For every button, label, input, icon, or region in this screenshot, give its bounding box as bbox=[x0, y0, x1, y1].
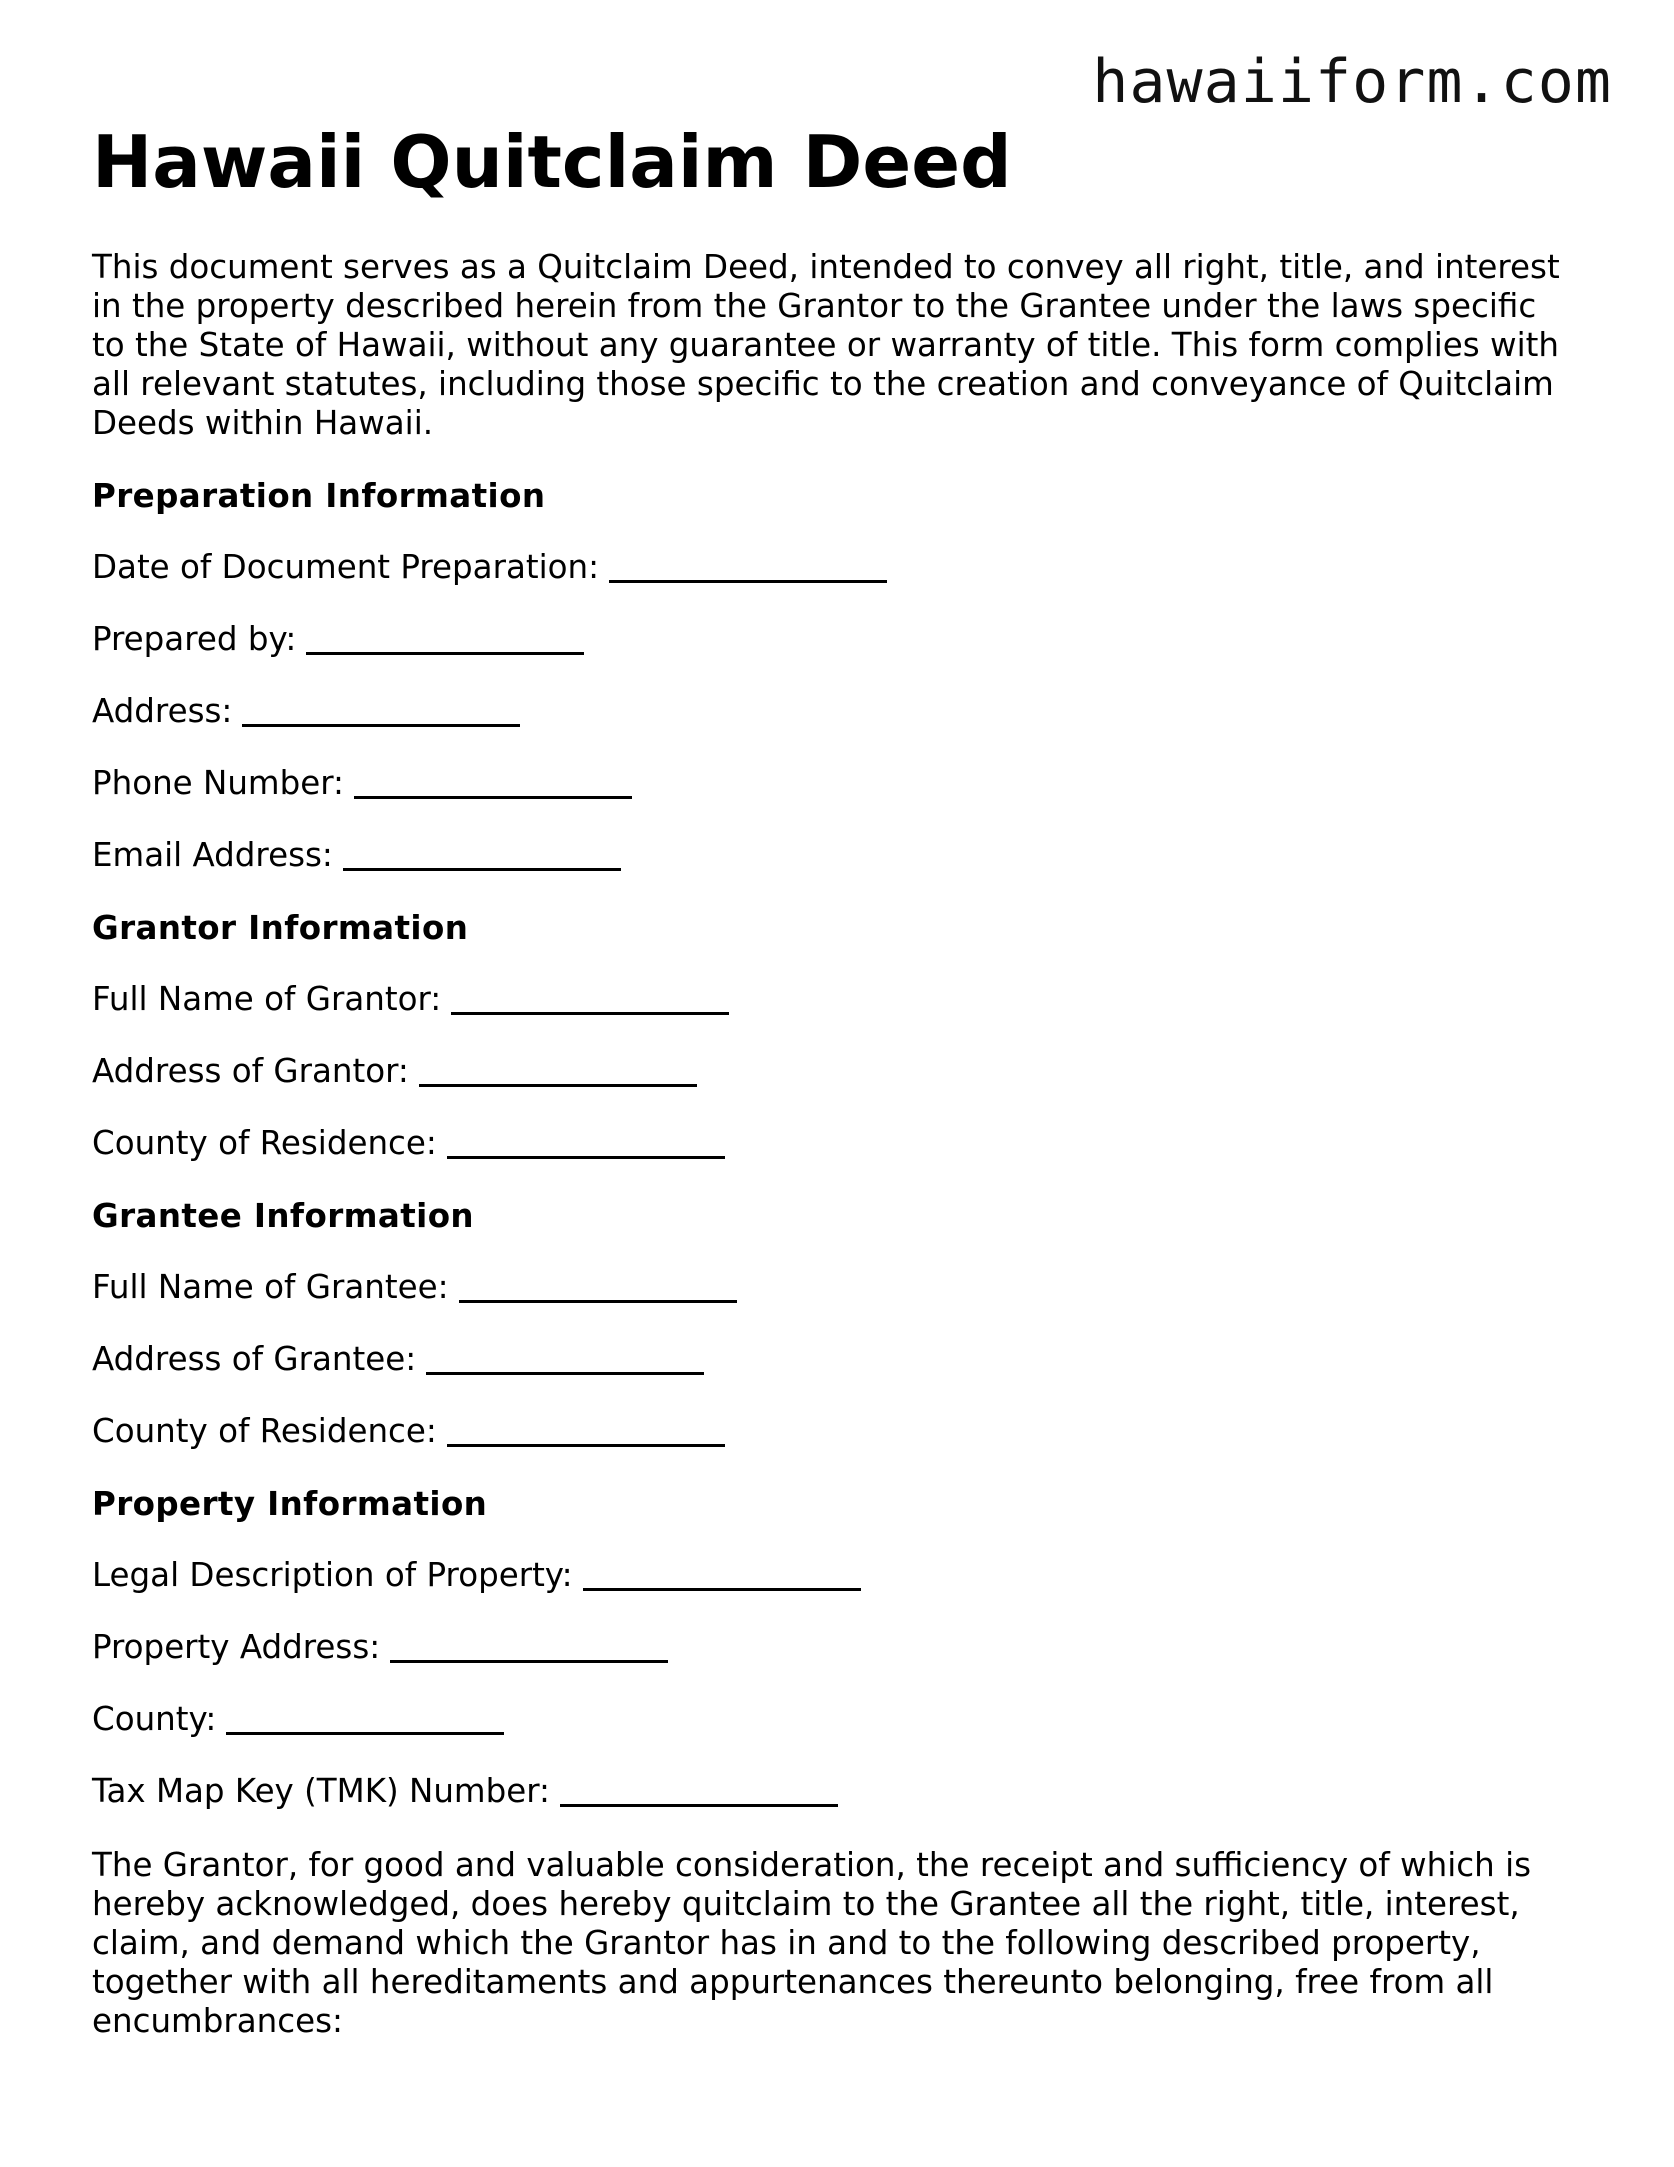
field-label: Address of Grantee: bbox=[92, 1340, 417, 1378]
grantor-address-blank[interactable] bbox=[419, 1084, 697, 1087]
field-label: Address of Grantor: bbox=[92, 1052, 409, 1090]
prepared-by-blank[interactable] bbox=[306, 652, 584, 655]
property-address-blank[interactable] bbox=[390, 1660, 668, 1663]
field-prepared-by bbox=[92, 620, 1592, 659]
section-title-property: Property Information bbox=[92, 1485, 488, 1523]
grantor-county-blank[interactable] bbox=[447, 1156, 725, 1159]
field-label: County of Residence: bbox=[92, 1124, 437, 1162]
field-tmk-number bbox=[92, 1772, 1592, 1811]
grantee-full-name-blank[interactable] bbox=[459, 1300, 737, 1303]
field-label: Property Address: bbox=[92, 1628, 381, 1666]
section-title-grantee: Grantee Information bbox=[92, 1197, 474, 1235]
site-watermark: hawaiiform.com bbox=[1092, 47, 1612, 117]
section-title-preparation: Preparation Information bbox=[92, 477, 546, 515]
preparer-address-blank[interactable] bbox=[242, 724, 520, 727]
field-grantor-full-name bbox=[92, 980, 1592, 1019]
field-property-county bbox=[92, 1700, 1592, 1739]
field-label: Full Name of Grantor: bbox=[92, 980, 442, 1018]
intro-paragraph: This document serves as a Quitclaim Deed, intended to convey all right, title, and interest in the property described herein from the Grantor to the Grantee under the laws specific to the State of Hawaii, without any guarantee or warranty of title. This form complies with all relevant statutes, including those specific to the creation and conveyance of Quitclaim Deeds within Hawaii. bbox=[92, 248, 1560, 442]
field-label: County of Residence: bbox=[92, 1412, 437, 1450]
field-label: Legal Description of Property: bbox=[92, 1556, 573, 1594]
field-email-address bbox=[92, 836, 1592, 875]
grantee-county-blank[interactable] bbox=[447, 1444, 725, 1447]
field-label: County: bbox=[92, 1700, 217, 1738]
document-page bbox=[92, 118, 1592, 2041]
field-grantee-county bbox=[92, 1412, 1592, 1451]
field-grantee-address bbox=[92, 1340, 1592, 1379]
field-label: Full Name of Grantee: bbox=[92, 1268, 449, 1306]
field-date-of-preparation bbox=[92, 548, 1592, 587]
date-of-preparation-blank[interactable] bbox=[609, 580, 887, 583]
closing-paragraph: The Grantor, for good and valuable consideration, the receipt and sufficiency of which is hereby acknowledged, does hereby quitclaim to the Grantee all the right, title, interest, claim, and demand which the Grantor has in and to the following described property, together with all hereditaments and appurtenances thereunto belonging, free from all encumbrances: bbox=[92, 1846, 1532, 2040]
field-label: Prepared by: bbox=[92, 620, 297, 658]
grantee-address-blank[interactable] bbox=[426, 1372, 704, 1375]
tmk-number-blank[interactable] bbox=[560, 1804, 838, 1807]
grantor-full-name-blank[interactable] bbox=[451, 1012, 729, 1015]
email-address-blank[interactable] bbox=[343, 868, 621, 871]
field-label: Date of Document Preparation: bbox=[92, 548, 600, 586]
field-grantee-full-name bbox=[92, 1268, 1592, 1307]
legal-description-blank[interactable] bbox=[583, 1588, 861, 1591]
property-county-blank[interactable] bbox=[226, 1732, 504, 1735]
field-label: Address: bbox=[92, 692, 233, 730]
field-grantor-county bbox=[92, 1124, 1592, 1163]
field-legal-description bbox=[92, 1556, 1592, 1595]
field-property-address bbox=[92, 1628, 1592, 1667]
page-title: Hawaii Quitclaim Deed bbox=[92, 120, 1012, 204]
field-grantor-address bbox=[92, 1052, 1592, 1091]
field-label: Tax Map Key (TMK) Number: bbox=[92, 1772, 550, 1810]
field-phone-number bbox=[92, 764, 1592, 803]
section-title-grantor: Grantor Information bbox=[92, 909, 469, 947]
field-label: Email Address: bbox=[92, 836, 333, 874]
field-label: Phone Number: bbox=[92, 764, 344, 802]
field-preparer-address bbox=[92, 692, 1592, 731]
phone-number-blank[interactable] bbox=[354, 796, 632, 799]
